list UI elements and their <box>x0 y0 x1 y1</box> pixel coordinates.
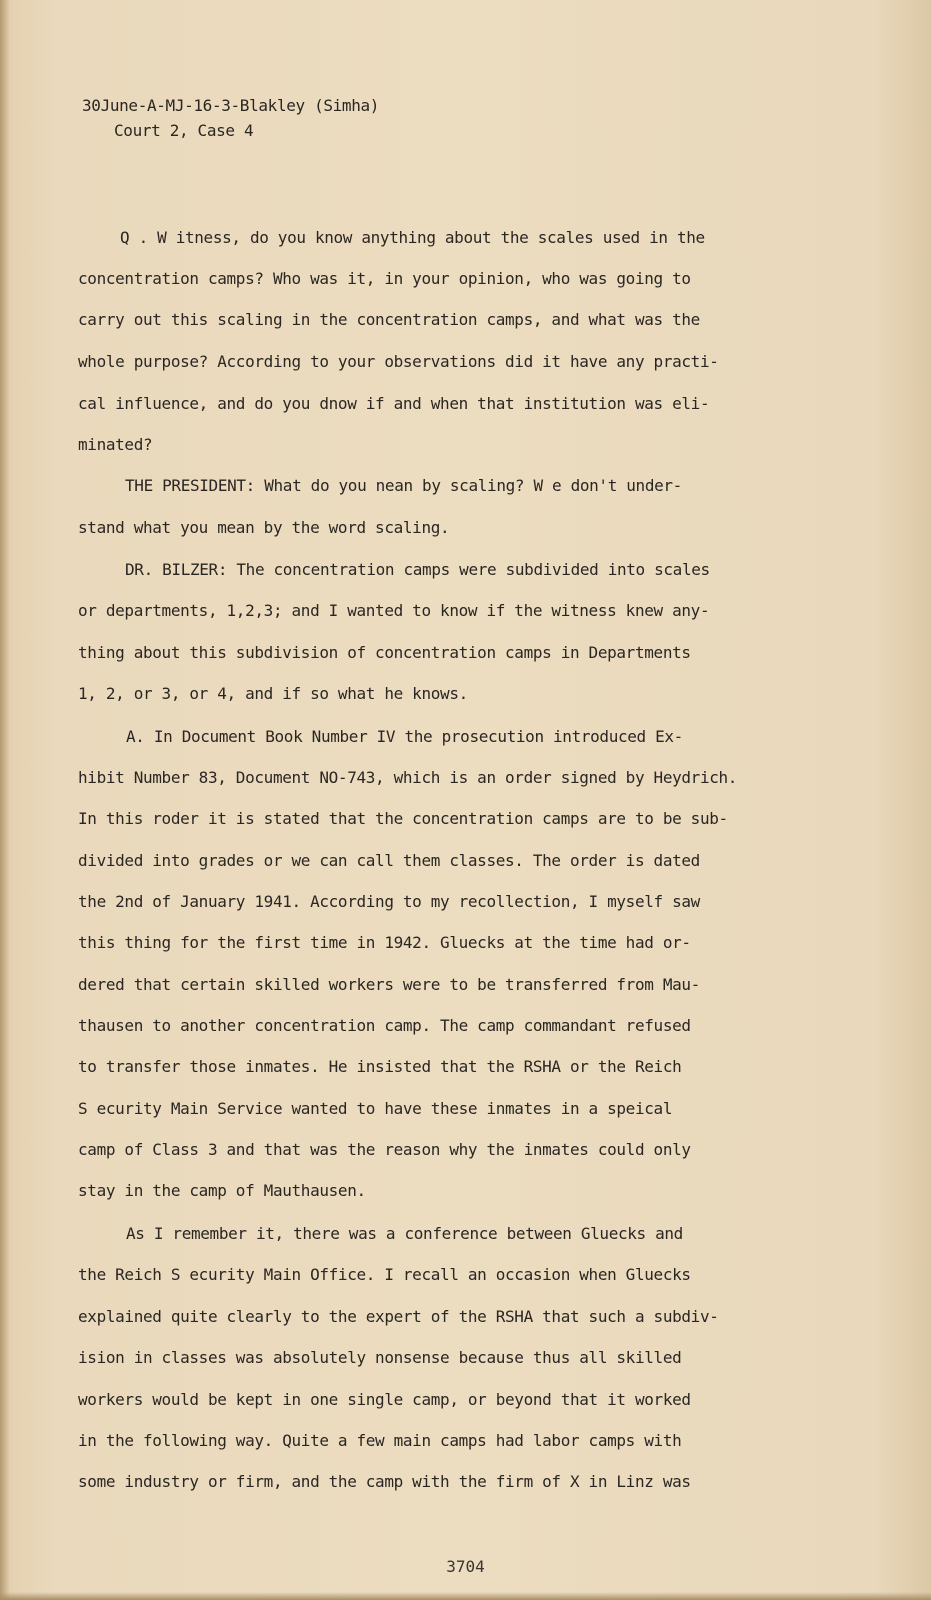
text-line: divided into grades or we can call them classes. The order is dated <box>78 851 700 870</box>
text-line: dered that certain skilled workers were to be transferred from Mau- <box>78 975 700 994</box>
text-line: THE PRESIDENT: What do you nean by scaling? W e don't under- <box>125 476 682 495</box>
text-line: thing about this subdivision of concentration camps in Departments <box>78 643 691 662</box>
text-line: the Reich S ecurity Main Office. I recall an occasion when Gluecks <box>78 1265 691 1284</box>
text-line: hibit Number 83, Document NO-743, which is an order signed by Heydrich. <box>78 768 738 787</box>
text-line: Q . W itness, do you know anything about the scales used in the <box>120 228 705 247</box>
text-line: ision in classes was absolutely nonsense because thus all skilled <box>78 1348 682 1367</box>
text-line: stay in the camp of Mauthausen. <box>78 1181 366 1200</box>
text-line: some industry or firm, and the camp with the firm of X in Linz was <box>78 1472 691 1491</box>
text-line: in the following way. Quite a few main camps had labor camps with <box>78 1431 682 1450</box>
header-court-case: Court 2, Case 4 <box>114 121 254 140</box>
text-line: the 2nd of January 1941. According to my recollection, I myself saw <box>78 892 700 911</box>
page-number: 3704 <box>446 1557 485 1576</box>
text-line: concentration camps? Who was it, in your opinion, who was going to <box>78 269 691 288</box>
text-line: thausen to another concentration camp. The camp commandant refused <box>78 1016 691 1035</box>
text-line: 1, 2, or 3, or 4, and if so what he knows. <box>78 684 468 703</box>
text-line: camp of Class 3 and that was the reason why the inmates could only <box>78 1140 691 1159</box>
text-line: DR. BILZER: The concentration camps were subdivided into scales <box>125 560 710 579</box>
text-line: this thing for the first time in 1942. Gluecks at the time had or- <box>78 933 691 952</box>
text-line: carry out this scaling in the concentration camps, and what was the <box>78 310 700 329</box>
text-line: A. In Document Book Number IV the prosecution introduced Ex- <box>126 727 683 746</box>
text-line: to transfer those inmates. He insisted that the RSHA or the Reich <box>78 1057 682 1076</box>
header-case-reference: 30June-A-MJ-16-3-Blakley (Simha) <box>82 96 380 115</box>
text-line: cal influence, and do you dnow if and when that institution was eli- <box>78 394 710 413</box>
text-line: minated? <box>78 435 153 454</box>
text-line: As I remember it, there was a conference between Gluecks and <box>126 1224 683 1243</box>
text-line: or departments, 1,2,3; and I wanted to know if the witness knew any- <box>78 601 710 620</box>
text-line: S ecurity Main Service wanted to have these inmates in a speical <box>78 1099 673 1118</box>
text-line: whole purpose? According to your observations did it have any practi- <box>78 352 719 371</box>
text-line: explained quite clearly to the expert of the RSHA that such a subdiv- <box>78 1307 719 1326</box>
text-line: stand what you mean by the word scaling. <box>78 518 450 537</box>
text-line: workers would be kept in one single camp, or beyond that it worked <box>78 1390 691 1409</box>
text-line: In this roder it is stated that the concentration camps are to be sub- <box>78 809 728 828</box>
